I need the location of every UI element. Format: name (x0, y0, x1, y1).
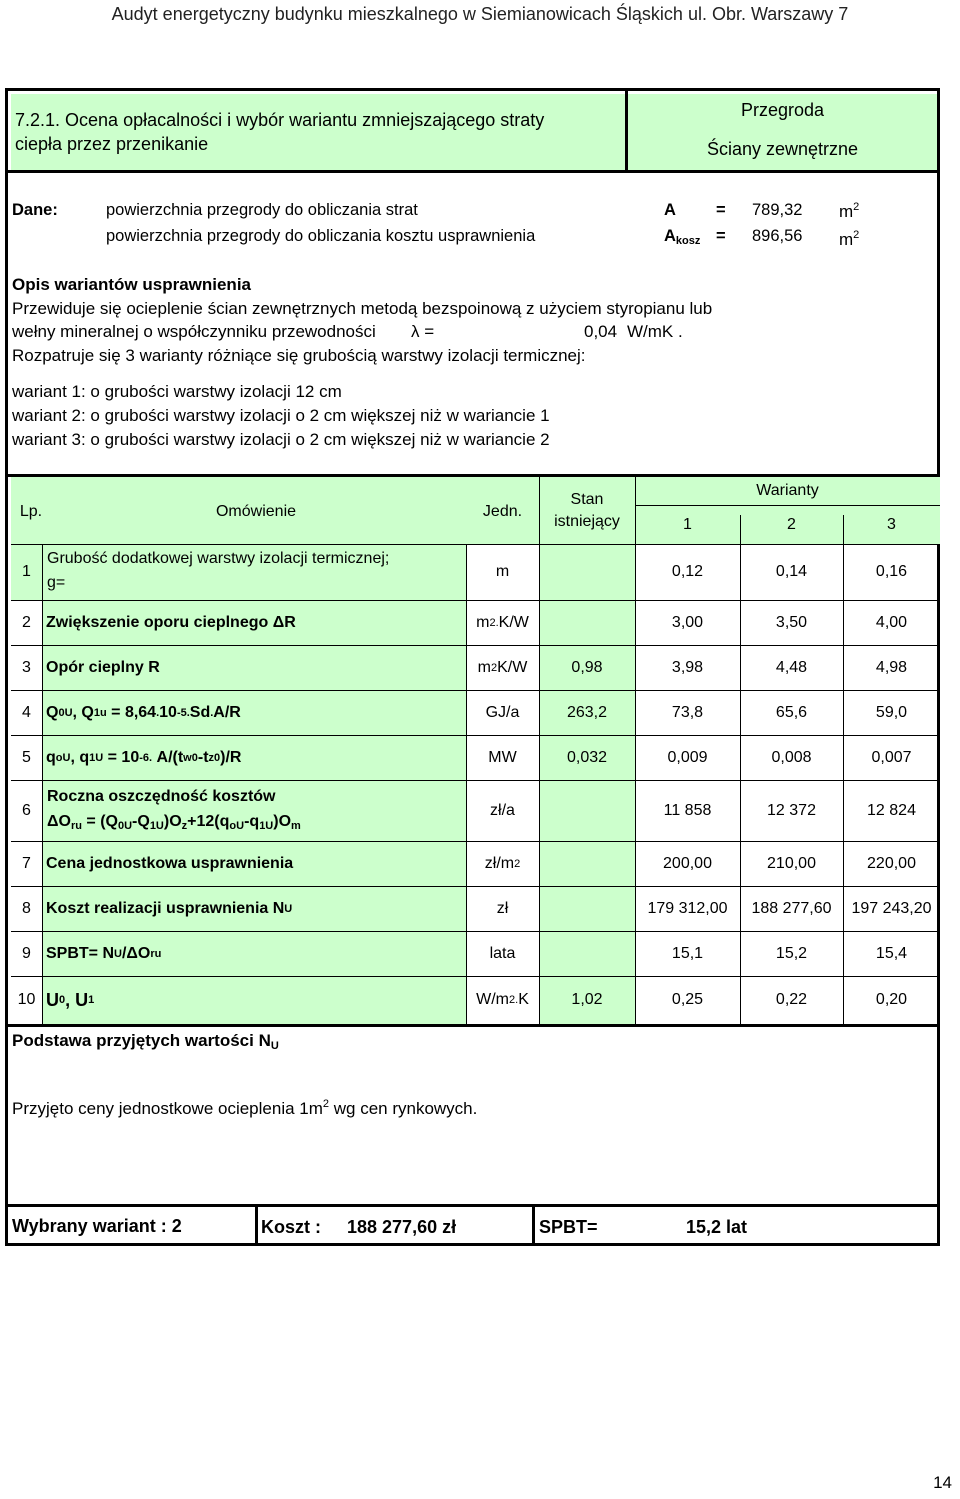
wariant1-desc: wariant 1: o grubości warstwy izolacji 12 cm (12, 382, 342, 401)
row1-desc: Grubość dodatkowej warstwy izolacji termicznej; g= (47, 550, 390, 591)
row8-w3: 197 243,20 (851, 899, 932, 917)
row2-lp: 2 (22, 613, 31, 631)
row6-formula: $\Delta O_{ru} = (Q_{0U}-Q_{1U})O_z+12(q_{oU}-q_{1U})O_m$ (47, 813, 301, 832)
row9-desc: SPBT= N U /ΔO ru (46, 944, 162, 962)
summary-wybrany: Wybrany wariant : 2 (12, 1216, 182, 1236)
row10-stan: 1,02 (571, 991, 603, 1008)
row8-unit: zł (496, 899, 509, 917)
section-title-line2: ciepła przez przenikanie (15, 134, 209, 154)
podstawa-heading: Podstawa przyjętych wartości $N_U$ (12, 1031, 279, 1052)
row9-lp: 9 (22, 944, 31, 962)
wariant2-desc: wariant 2: o grubości warstwy izolacji o 2 cm większej niż w wariancie 1 (12, 406, 550, 425)
row9-w2: 15,2 (775, 944, 808, 962)
row3-lp: 3 (22, 658, 31, 676)
przegroda-label: Przegroda (740, 100, 825, 120)
col-lp-header: Lp. (19, 503, 43, 520)
section-title (11, 94, 625, 170)
row2-desc: Zwiększenie oporu cieplnego ΔR (46, 613, 296, 631)
opis-lambda: λ = (411, 322, 435, 341)
row5-lp: 5 (22, 748, 31, 766)
row10-lp: 10 (17, 991, 36, 1008)
row6-w1: 11 858 (663, 801, 712, 819)
page-number: 14 (933, 1473, 952, 1492)
row6-w2: 12 372 (767, 801, 816, 819)
row2-w1: 3,00 (671, 613, 704, 631)
variants-table (11, 477, 940, 1024)
row3-w2: 4,48 (775, 658, 808, 676)
opis-line2a: wełny mineralnej o współczynniku przewodności (12, 322, 376, 341)
section-title-line1: 7.2.1. Ocena opłacalności i wybór wariantu zmniejszającego straty (15, 110, 545, 130)
summary-spbt-label: SPBT= (539, 1217, 598, 1237)
opis-heading: Opis wariantów usprawnienia (12, 275, 251, 294)
dane-row2-symbol: $A_{kosz}$ (664, 227, 701, 247)
row7-unit: zł/m 2 (484, 854, 521, 872)
przegroda-value: Ściany zewnętrzne (706, 139, 859, 159)
przegroda-box (628, 94, 937, 170)
opis-lambda-unit: W/mK . (627, 322, 683, 341)
col-w1-header: 1 (683, 515, 692, 533)
wariant3-desc: wariant 3: o grubości warstwy izolacji o 2 cm większej niż w wariancie 2 (12, 430, 550, 449)
row6-desc: Roczna oszczędność kosztów $\Delta O_{ru} = (Q_{0U}-Q_{1U})O_z+12(q_{oU}-q_{1U})O_m$ (47, 784, 465, 839)
row5-unit: MW (488, 748, 517, 766)
row3-desc: Opór cieplny R (46, 658, 160, 676)
row5-w3: 0,007 (871, 748, 912, 766)
dane-row1-eq: = (716, 201, 726, 219)
row1-w3: 0,16 (875, 563, 908, 580)
col-w2-header: 2 (787, 515, 796, 533)
row7-w3: 220,00 (867, 854, 916, 872)
row10-w2: 0,22 (775, 991, 808, 1008)
row5-w1: 0,009 (667, 748, 708, 766)
opis-line3: Rozpatruje się 3 warianty różniące się grubością warstwy izolacji termicznej: (12, 346, 586, 365)
col-jedn-header: Jedn. (482, 503, 523, 520)
row8-w1: 179 312,00 (647, 899, 728, 917)
dane-row2-desc: powierzchnia przegrody do obliczania kosztu usprawnienia (106, 227, 536, 245)
col-w3-header: 3 (887, 515, 896, 533)
row8-lp: 8 (22, 899, 31, 917)
row6-w3: 12 824 (867, 801, 916, 819)
row9-w1: 15,1 (671, 944, 704, 962)
dane-row2-eq: = (716, 227, 726, 245)
row1-lp: 1 (22, 563, 31, 580)
summary-koszt-label: Koszt : (261, 1217, 321, 1237)
col-warianty-header: Warianty (756, 482, 819, 499)
audit-form (5, 88, 940, 1246)
row9-w3: 15,4 (875, 944, 908, 962)
row7-lp: 7 (22, 854, 31, 872)
summary-spbt-value: 15,2 lat (686, 1217, 748, 1237)
dane-row1-desc: powierzchnia przegrody do obliczania strat (106, 201, 418, 219)
row10-desc: U 0 , U 1 (46, 989, 95, 1010)
row3-w3: 4,98 (875, 658, 908, 676)
row4-w1: 73,8 (671, 703, 704, 721)
row4-w2: 65,6 (775, 703, 808, 721)
row4-w3: 59,0 (875, 703, 908, 721)
dane-label: Dane: (12, 201, 58, 219)
row4-unit: GJ/a (485, 703, 520, 721)
row10-unit: W/m 2. K (476, 991, 529, 1008)
row1-w1: 0,12 (671, 563, 704, 580)
row3-stan: 0,98 (571, 658, 603, 676)
row7-desc: Cena jednostkowa usprawnienia (46, 854, 294, 872)
row9-unit: lata (489, 944, 516, 962)
row8-w2: 188 277,60 (751, 899, 832, 917)
row1-unit: m (495, 563, 510, 580)
row2-w3: 4,00 (875, 613, 908, 631)
row7-w1: 200,00 (663, 854, 712, 872)
dane-row2-value: 896,56 (752, 227, 803, 245)
row3-unit: m 2 K/W (477, 658, 528, 676)
podstawa-text: Przyjęto ceny jednostkowe ocieplenia $1m^2$ wg cen rynkowych. (12, 1098, 478, 1118)
dane-row2-unit: $m^2$ (839, 229, 860, 249)
row8-desc: Koszt realizacji usprawnienia N U (46, 899, 293, 917)
row6-lp: 6 (22, 801, 31, 819)
row1-w2: 0,14 (775, 563, 808, 580)
summary-koszt-value: 188 277,60 zł (347, 1217, 457, 1237)
row5-w2: 0,008 (771, 748, 812, 766)
row7-w2: 210,00 (767, 854, 816, 872)
row2-unit: m 2. K/W (476, 613, 529, 631)
col-omowienie-header: Omówienie (215, 503, 297, 520)
opis-lambda-value: 0,04 (584, 322, 618, 341)
row10-w3: 0,20 (875, 991, 908, 1008)
row5-stan: 0,032 (566, 748, 608, 766)
row4-lp: 4 (22, 703, 31, 721)
row4-stan: 263,2 (566, 703, 608, 721)
page-header: Audyt energetyczny budynku mieszkalnego w Siemianowicach Śląskich ul. Obr. Warszawy 7 (111, 4, 849, 24)
dane-row1-unit: $m^2$ (839, 201, 860, 221)
row5-desc-formula: q oU , q 1U = 10 -6. A/(t w0 -t z0 )/R (46, 748, 242, 766)
dane-row1-symbol: A (664, 201, 676, 219)
opis-line1: Przewiduje się ocieplenie ścian zewnętrznych metodą bezspoinową z użyciem styropianu lub (12, 299, 713, 318)
row3-w1: 3,98 (671, 658, 704, 676)
row2-w2: 3,50 (775, 613, 808, 631)
dane-row1-value: 789,32 (752, 201, 803, 219)
row10-w1: 0,25 (671, 991, 704, 1008)
row6-unit: zł/a (490, 801, 515, 819)
row4-desc-formula: Q 0U , Q 1u = 8,64 . 10 -5. Sd . A/R (46, 703, 241, 721)
col-stan-header: Stan istniejący (554, 491, 620, 530)
